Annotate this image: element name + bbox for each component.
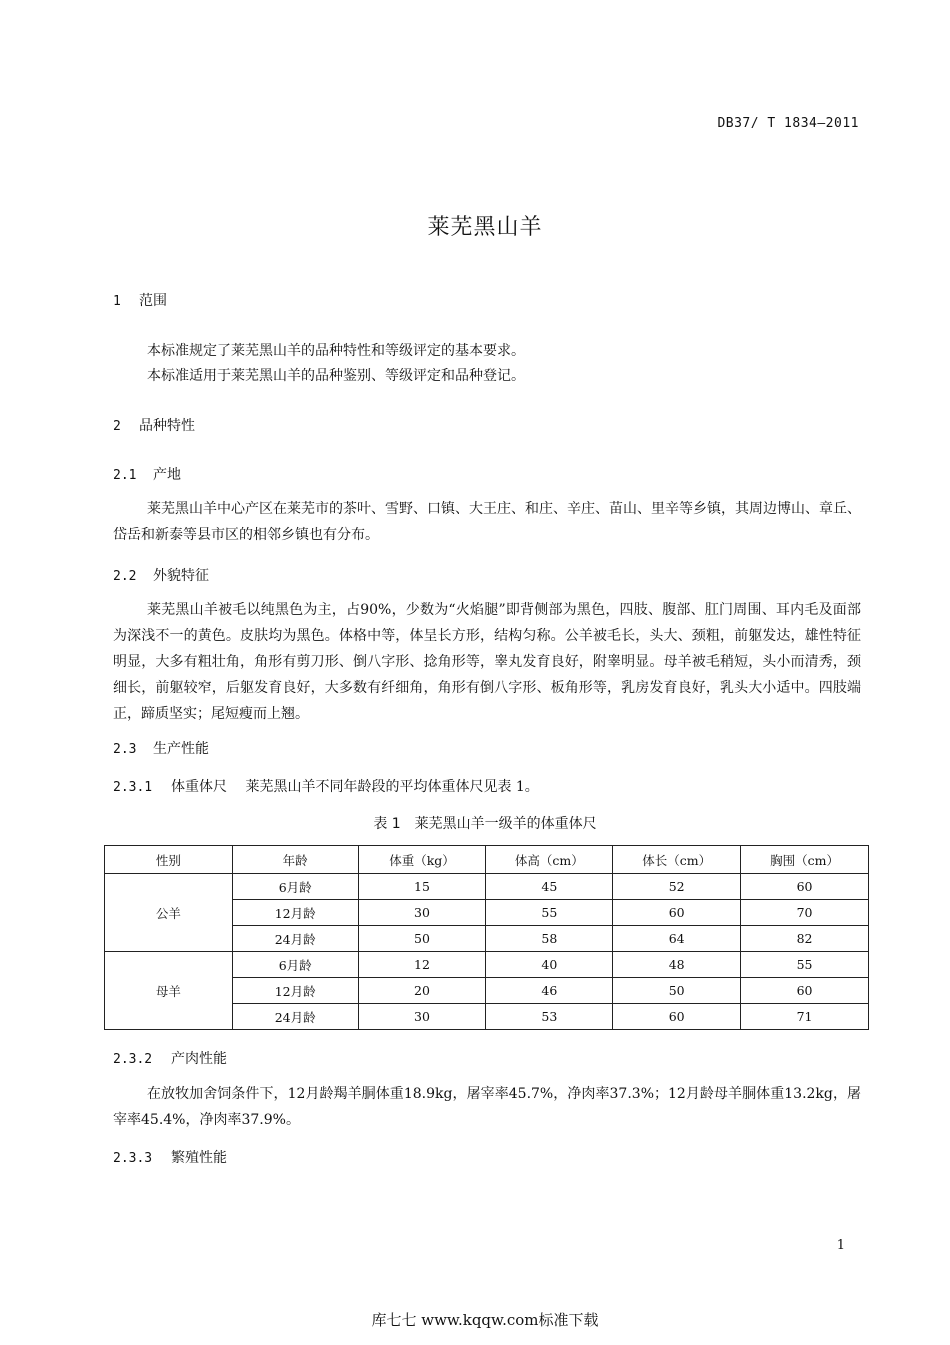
section-2-heading [113, 415, 195, 435]
table-header-row [105, 846, 869, 874]
table-row [105, 874, 869, 900]
section-title: 范围 [139, 293, 167, 309]
section-title: 生产性能 [153, 741, 209, 757]
section-2-3-heading [113, 738, 209, 758]
age-cell: 12月龄 [232, 978, 358, 1004]
length-cell: 64 [613, 926, 741, 952]
section-2-3-2-heading [113, 1048, 227, 1068]
section-title: 产地 [153, 467, 181, 483]
section-1-heading [113, 290, 167, 310]
length-cell: 48 [613, 952, 741, 978]
chest-cell: 71 [741, 1004, 869, 1030]
header-age: 年龄 [232, 846, 358, 874]
section-number: 2.3 [113, 742, 137, 757]
header-sex: 性别 [105, 846, 233, 874]
weight-cell: 50 [358, 926, 486, 952]
table-row [105, 952, 869, 978]
weight-size-text: 莱芜黑山羊不同年龄段的平均体重体尺见表 1。 [245, 779, 539, 795]
standard-number: DB37/ T 1834—2011 [717, 116, 859, 131]
sex-cell: 母羊 [105, 952, 233, 1030]
section-title: 品种特性 [139, 418, 195, 434]
section-title: 外貌特征 [153, 568, 209, 584]
section-number: 2 [113, 419, 121, 434]
section-number: 2.3.2 [113, 1052, 153, 1067]
scope-line-1: 本标准规定了莱芜黑山羊的品种特性和等级评定的基本要求。 [147, 343, 525, 359]
age-cell: 6月龄 [232, 874, 358, 900]
height-cell: 40 [486, 952, 613, 978]
header-height: 体高（cm） [486, 846, 613, 874]
sex-cell: 公羊 [105, 874, 233, 952]
section-title: 繁殖性能 [171, 1150, 227, 1166]
section-title: 体重体尺 [171, 779, 227, 795]
weight-cell: 30 [358, 1004, 486, 1030]
chest-cell: 82 [741, 926, 869, 952]
length-cell: 50 [613, 978, 741, 1004]
footer-watermark[interactable]: 库七七 www.kqqw.com标准下载 [371, 1311, 599, 1329]
height-cell: 58 [486, 926, 613, 952]
section-number: 2.1 [113, 468, 137, 483]
chest-cell: 60 [741, 978, 869, 1004]
section-number: 1 [113, 294, 121, 309]
appearance-paragraph: 莱芜黑山羊被毛以纯黑色为主，占90%，少数为“火焰腿”即背侧部为黑色，四肢、腹部、肛门周围、耳内毛及面部为深浅不一的黄色。皮肤均为黑色。体格中等，体呈长方形，结构匀称。公羊被毛长，头大、颈粗，前躯发达，雄性特征明显，大多有粗壮角，角形有剪刀形、倒八字形、捻角形等，睾丸发育良好，附睾明显。母羊被毛稍短，头小而清秀，颈细长，前躯较窄，后躯发育良好，大多数有纤细角，角形有倒八字形、板角形等，乳房发育良好，乳头大小适中。四肢端正，蹄质坚实；尾短瘦而上翘。 [113, 602, 861, 722]
age-cell: 24月龄 [232, 926, 358, 952]
section-number: 2.3.1 [113, 780, 153, 795]
meat-performance-paragraph: 在放牧加舍饲条件下，12月龄羯羊胴体重18.9kg，屠宰率45.7%，净肉率37.3%；12月龄母羊胴体重13.2kg，屠宰率45.4%，净肉率37.9%。 [113, 1086, 861, 1128]
weight-cell: 12 [358, 952, 486, 978]
chest-cell: 70 [741, 900, 869, 926]
section-2-2-heading [113, 565, 209, 585]
age-cell: 6月龄 [232, 952, 358, 978]
section-2-3-1-heading [113, 776, 539, 796]
weight-size-table [104, 845, 869, 1030]
height-cell: 45 [486, 874, 613, 900]
height-cell: 55 [486, 900, 613, 926]
origin-paragraph: 莱芜黑山羊中心产区在莱芜市的茶叶、雪野、口镇、大王庄、和庄、辛庄、苗山、里辛等乡镇，其周边博山、章丘、岱岳和新泰等县市区的相邻乡镇也有分布。 [113, 501, 861, 543]
chest-cell: 55 [741, 952, 869, 978]
height-cell: 46 [486, 978, 613, 1004]
chest-cell: 60 [741, 874, 869, 900]
header-length: 体长（cm） [613, 846, 741, 874]
length-cell: 52 [613, 874, 741, 900]
length-cell: 60 [613, 900, 741, 926]
weight-cell: 30 [358, 900, 486, 926]
header-weight: 体重（kg） [358, 846, 486, 874]
section-number: 2.2 [113, 569, 137, 584]
section-2-1-heading [113, 464, 181, 484]
page-number: 1 [836, 1238, 845, 1253]
section-title: 产肉性能 [171, 1051, 227, 1067]
section-number: 2.3.3 [113, 1151, 153, 1166]
height-cell: 53 [486, 1004, 613, 1030]
age-cell: 12月龄 [232, 900, 358, 926]
weight-cell: 15 [358, 874, 486, 900]
age-cell: 24月龄 [232, 1004, 358, 1030]
scope-line-2: 本标准适用于莱芜黑山羊的品种鉴别、等级评定和品种登记。 [147, 368, 525, 384]
table-caption: 表 1 莱芜黑山羊一级羊的体重体尺 [373, 816, 597, 832]
header-chest: 胸围（cm） [741, 846, 869, 874]
length-cell: 60 [613, 1004, 741, 1030]
document-title: 莱芜黑山羊 [427, 215, 543, 240]
weight-cell: 20 [358, 978, 486, 1004]
section-2-3-3-heading [113, 1147, 227, 1167]
